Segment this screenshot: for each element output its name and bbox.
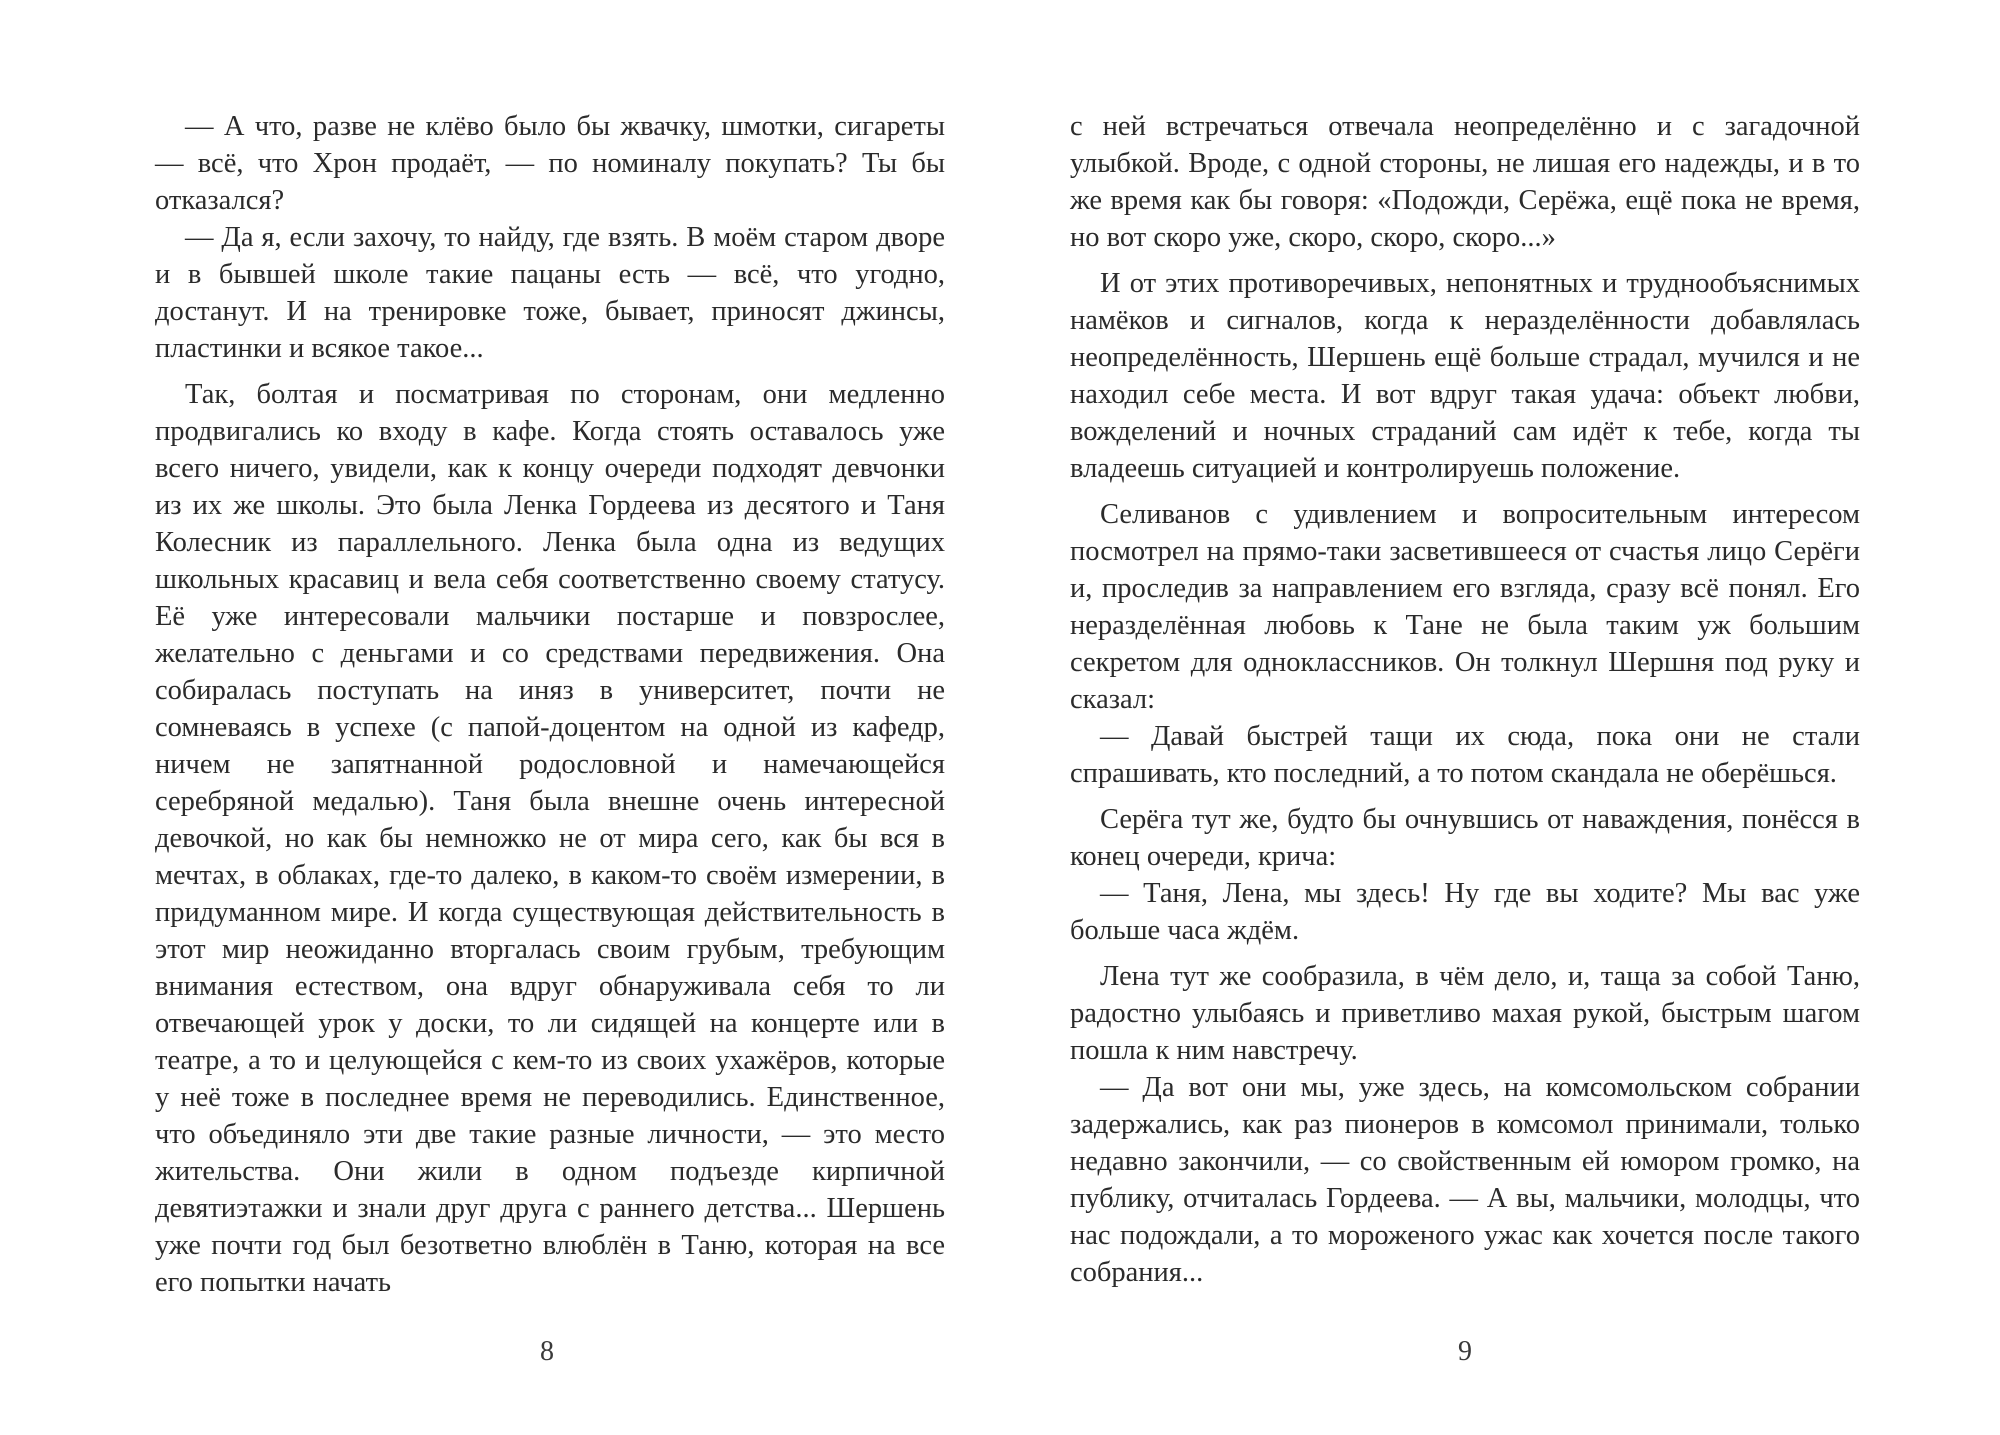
left-page-text bbox=[155, 108, 945, 1301]
left-page bbox=[155, 108, 945, 1301]
right-paragraph-2: Селиванов с удивлением и вопросительным интересом посмотрел на прямо-таки засветившееся от счастья лицо Серёги и, проследив за направлением его взгляда, сразу всё понял. Его неразделённая любовь к Тане не была таким уж большим секретом для одноклассников. Он толкнул Шершня под руку и сказал: bbox=[1070, 499, 1860, 715]
right-paragraph-1: И от этих противоречивых, непонятных и труднообъяснимых намёков и сигналов, когда к неразделённости добавлялась неопределённость, Шершень ещё больше страдал, мучился и не находил себе места. И вот вдруг такая удача: объект любви, вожделений и ночных страданий сам идёт к тебе, когда ты владеешь ситуацией и контролируешь положение. bbox=[1070, 268, 1860, 484]
right-page-text bbox=[1070, 108, 1860, 1291]
right-paragraph-5: — Таня, Лена, мы здесь! Ну где вы ходите? Мы вас уже больше часа ждём. bbox=[1070, 878, 1860, 946]
page-number-right: 9 bbox=[1458, 1336, 1472, 1367]
left-paragraph-1: — А что, разве не клёво было бы жвачку, шмотки, сигареты — всё, что Хрон продаёт, — по номиналу покупать? Ты бы отказался? bbox=[155, 111, 945, 216]
left-paragraph-3: Так, болтая и посматривая по сторонам, они медленно продвигались ко входу в кафе. Когда стоять оставалось уже всего ничего, увидели, как к концу очереди подходят девчонки из их же школы. Это была Ленка Гордеева из десятого и Таня Колесник из параллельного. Ленка была одна из ведущих школьных красавиц и вела себя соответственно своему статусу. Её уже интересовали мальчики постарше и повзрослее, желательно с деньгами и со средствами передвижения. Она собиралась поступать на иняз в университет, почти не сомневаясь в успехе (с папой-доцентом на одной из кафедр, ничем не запятнанной родословной и намечающейся серебряной медалью). Таня была внешне очень интересной девочкой, но как бы немножко не от мира сего, как бы вся в мечтах, в облаках, где-то далеко, в каком-то своём измерении, в придуманном мире. И когда существующая действительность в этот мир неожиданно вторгалась своим грубым, требующим внимания естеством, она вдруг обнаруживала себя то ли отвечающей урок у доски, то ли сидящей на концерте или в театре, а то и целующейся с кем-то из своих ухажёров, которые у неё тоже в последнее время не переводились. Единственное, что объединяло эти две такие разные личности, — это место жительства. Они жили в одном подъезде кирпичной девятиэтажки и знали друг друга с раннего детства... Шершень уже почти год был безответно влюблён в Таню, которая на все его попытки начать bbox=[155, 379, 945, 1298]
right-paragraph-4: Серёга тут же, будто бы очнувшись от наваждения, понёсся в конец очереди, крича: bbox=[1070, 804, 1860, 872]
right-paragraph-3: — Давай быстрей тащи их сюда, пока они не стали спрашивать, кто последний, а то потом скандала не оберёшься. bbox=[1070, 721, 1860, 789]
right-page bbox=[1070, 108, 1860, 1291]
right-paragraph-7: — Да вот они мы, уже здесь, на комсомольском собрании задержались, как раз пионеров в комсомол принимали, только недавно закончили, — со свойственным ей юмором громко, на публику, отчиталась Гордеева. — А вы, мальчики, молодцы, что нас подождали, а то мороженого ужас как хочется после такого собрания... bbox=[1070, 1072, 1860, 1288]
right-paragraph-6: Лена тут же сообразила, в чём дело, и, таща за собой Таню, радостно улыбаясь и приветливо махая рукой, быстрым шагом пошла к ним навстречу. bbox=[1070, 961, 1860, 1066]
left-paragraph-2: — Да я, если захочу, то найду, где взять. В моём старом дворе и в бывшей школе такие пацаны есть — всё, что угодно, достанут. И на тренировке тоже, бывает, приносят джинсы, пластинки и всякое такое... bbox=[155, 222, 945, 364]
page-number-left: 8 bbox=[540, 1336, 554, 1367]
right-paragraph-continuation: с ней встречаться отвечала неопределённо и с загадочной улыбкой. Вроде, с одной стороны, не лишая его надежды, и в то же время как бы говоря: «Подожди, Серёжа, ещё пока не время, но вот скоро уже, скоро, скоро, скоро...» bbox=[1070, 111, 1860, 253]
